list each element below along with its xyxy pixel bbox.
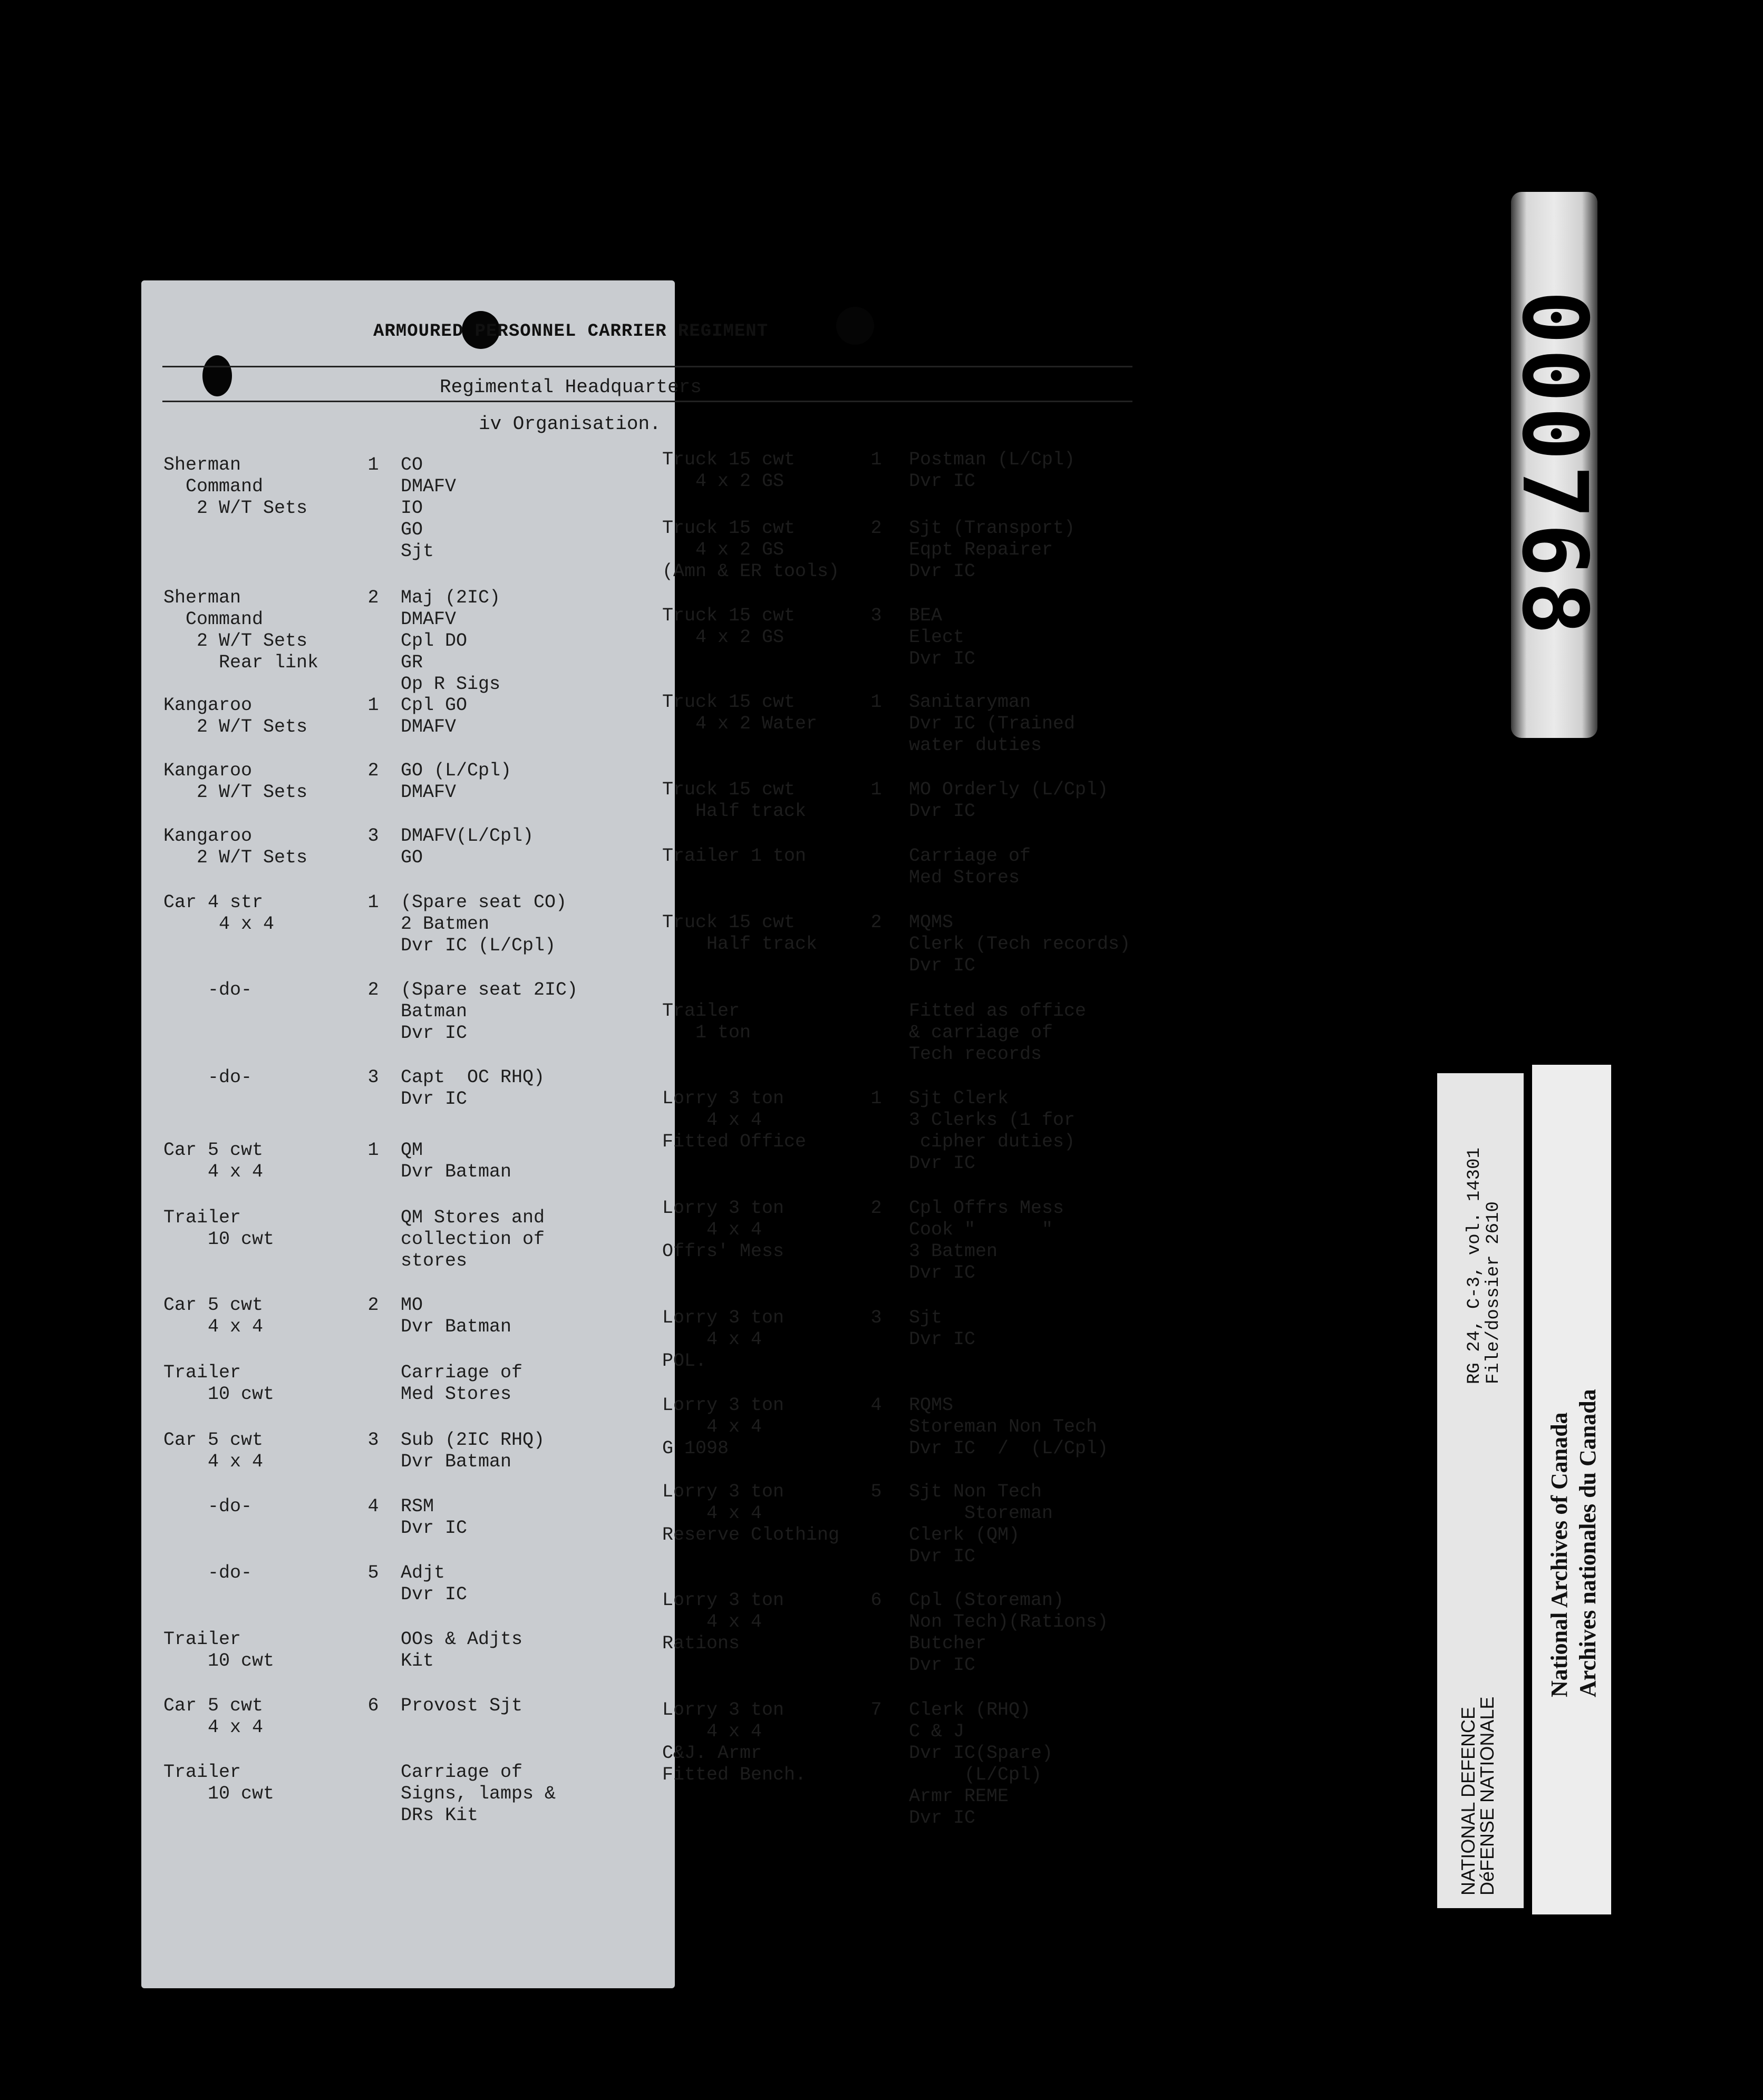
vehicle-description [163,1629,353,1672]
vehicle-line: 4 x 2 Water [662,713,818,734]
crew-line: Storeman Non Tech [909,1416,1098,1437]
crew-line: MO [401,1295,423,1316]
archives-name-fr: Archives nationales du Canada [1575,1389,1601,1697]
vehicle-description [662,1198,852,1262]
vehicle-number: 2 [870,518,882,539]
vehicle-description [163,825,353,869]
title-rule-top [162,366,1132,367]
vehicle-line: 4 x 4 [163,1161,264,1182]
crew-line: Dvr IC [909,561,976,582]
crew-line: Dvr IC [909,801,976,822]
vehicle-line: 10 cwt [163,1384,275,1405]
vehicle-line: POL. [662,1350,707,1372]
vehicle-description [662,845,852,867]
vehicle-line: 4 x 4 [662,1329,762,1350]
crew-line: Dvr IC [401,1518,468,1539]
vehicle-number: 1 [870,692,882,713]
vehicle-number: 2 [367,587,379,608]
vehicle-description [163,979,353,1001]
vehicle-number: 1 [367,454,379,475]
crew-list [401,1562,675,1606]
crew-line: QM Stores and [401,1207,545,1228]
vehicle-number: 2 [367,979,379,1000]
vehicle-line: Trailer [163,1762,241,1783]
crew-line: Dvr IC [909,1546,976,1567]
vehicle-line: Truck 15 cwt [662,779,796,800]
vehicle-line: 4 x 4 [662,1416,762,1437]
crew-line: Med Stores [401,1384,512,1405]
microfilm-frame-strip [1502,192,1606,738]
crew-line: C & J [909,1721,965,1742]
crew-line: Med Stores [909,867,1020,888]
crew-list [909,605,1183,670]
vehicle-line: Truck 15 cwt [662,605,796,626]
crew-line: Postman (L/Cpl) [909,449,1076,470]
title-rule-bottom [162,401,1132,402]
crew-line: DMAFV [401,782,457,803]
vehicle-description [662,1395,852,1460]
crew-line: RSM [401,1496,434,1517]
crew-line: Dvr IC [909,1153,976,1174]
vehicle-line: Kangaroo [163,825,253,847]
vehicle-line: Rations [662,1633,740,1654]
vehicle-line: Lorry 3 ton [662,1307,784,1328]
crew-line: MO Orderly (L/Cpl) [909,779,1109,800]
crew-list [909,1590,1183,1676]
crew-line: DMAFV [401,476,457,497]
vehicle-line: Reserve Clothing [662,1524,840,1545]
vehicle-description [662,1088,852,1153]
vehicle-line: Trailer [662,1000,740,1022]
crew-list [401,1695,675,1717]
vehicle-number: 2 [367,1295,379,1316]
crew-line: Op R Sigs [401,674,501,695]
crew-line: Clerk (QM) [909,1524,1020,1545]
vehicle-line: 4 x 2 GS [662,471,784,492]
crew-line: Dvr Batman [401,1451,512,1472]
vehicle-description [163,587,353,674]
vehicle-number: 3 [367,825,379,847]
crew-list [909,1198,1183,1284]
crew-line: Carriage of [401,1762,523,1783]
vehicle-line: -do- [163,1067,253,1088]
vehicle-line: Car 5 cwt [163,1295,264,1316]
vehicle-number: 6 [870,1590,882,1611]
vehicle-description [163,1140,353,1183]
vehicle-description [662,692,852,735]
vehicle-line: Sherman [163,587,241,608]
crew-list [401,695,675,738]
dept-en: NATIONAL DEFENCE [1457,1706,1479,1895]
crew-line: Sjt [909,1307,943,1328]
vehicle-line: Kangaroo [163,695,253,716]
crew-line: Armr REME [909,1786,1009,1807]
crew-list [909,518,1183,582]
vehicle-line: Lorry 3 ton [662,1481,784,1502]
vehicle-number: 2 [367,760,379,781]
vehicle-number: 1 [367,892,379,913]
vehicle-line: Car 4 str [163,892,264,913]
vehicle-number: 1 [367,695,379,716]
crew-list [401,1430,675,1473]
crew-list [909,779,1183,822]
punch-hole-margin [202,355,232,396]
vehicle-number: 5 [870,1481,882,1502]
vehicle-line: Half track [662,934,818,955]
vehicle-line: Fitted Office [662,1131,807,1152]
crew-line: Dvr IC [909,1262,976,1284]
crew-line: Sjt Non Tech [909,1481,1042,1502]
vehicle-description [163,1496,353,1518]
crew-line: Butcher [909,1633,987,1654]
crew-line: (Spare seat 2IC) [401,979,578,1000]
crew-line: Carriage of [401,1362,523,1383]
vehicle-line: Truck 15 cwt [662,518,796,539]
crew-line: Batman [401,1001,468,1022]
vehicle-line: -do- [163,979,253,1000]
vehicle-number: 5 [367,1562,379,1583]
vehicle-line: (Amn & ER tools) [662,561,840,582]
crew-line: DMAFV [401,716,457,737]
crew-line: Kit [401,1650,434,1671]
vehicle-number: 1 [870,1088,882,1109]
vehicle-line: 10 cwt [163,1783,275,1804]
crew-line: DRs Kit [401,1805,479,1826]
vehicle-line: Command [163,609,264,630]
vehicle-description [163,1207,353,1250]
crew-line: Dvr IC(Spare) [909,1743,1053,1764]
crew-list [401,454,675,562]
vehicle-line: Lorry 3 ton [662,1198,784,1219]
vehicle-line: Kangaroo [163,760,253,781]
section-heading: iv Organisation. [479,413,661,435]
crew-line: collection of [401,1229,545,1250]
crew-line: MQMS [909,912,954,933]
vehicle-number: 3 [367,1430,379,1451]
crew-line: Non Tech)(Rations) [909,1611,1109,1632]
crew-line: 3 Clerks (1 for [909,1110,1076,1131]
reference-file: File/dossier 2610 [1484,1201,1504,1384]
crew-line: DMAFV(L/Cpl) [401,825,534,847]
vehicle-description [662,605,852,648]
crew-line: Capt OC RHQ) [401,1067,545,1088]
crew-line: Fitted as office [909,1000,1087,1022]
vehicle-line: 4 x 2 GS [662,627,784,648]
vehicle-line: Fitted Bench. [662,1764,807,1785]
crew-list [401,1629,675,1672]
crew-line: Storeman [909,1503,1053,1524]
vehicle-line: Trailer [163,1629,241,1650]
vehicle-line: Command [163,476,264,497]
document-page [141,280,1131,1988]
vehicle-line: 4 x 4 [662,1110,762,1131]
crew-list [909,449,1183,492]
vehicle-line: -do- [163,1496,253,1517]
vehicle-description [662,779,852,822]
vehicle-description [662,1590,852,1655]
crew-line: Dvr IC [401,1023,468,1044]
crew-list [909,1000,1183,1065]
vehicle-line: 4 x 4 [163,1451,264,1472]
vehicle-line: 2 W/T Sets [163,782,308,803]
crew-line: Dvr IC (Trained [909,713,1076,734]
crew-list [401,1140,675,1183]
crew-line: Eqpt Repairer [909,539,1053,560]
crew-line: Dvr IC [909,648,976,669]
archives-label [1532,1065,1611,1914]
crew-line: Dvr Batman [401,1316,512,1337]
crew-line: Provost Sjt [401,1695,523,1716]
crew-list [401,1067,675,1110]
document-title: ARMOURED PERSONNEL CARRIER REGIMENT [373,322,769,342]
vehicle-line: 4 x 4 [662,1721,762,1742]
vehicle-line: 4 x 4 [662,1611,762,1632]
vehicle-line: 1 ton [662,1022,751,1043]
crew-line: Clerk (RHQ) [909,1699,1031,1720]
crew-line: Dvr IC [909,471,976,492]
crew-line: 2 Batmen [401,913,490,935]
vehicle-line: 4 x 2 GS [662,539,784,560]
vehicle-description [163,1695,353,1738]
vehicle-number: 6 [367,1695,379,1716]
crew-list [401,979,675,1044]
vehicle-line: Half track [662,801,807,822]
crew-line: Dvr IC [401,1584,468,1605]
vehicle-description [163,1067,353,1088]
vehicle-line: 10 cwt [163,1229,275,1250]
vehicle-line: 4 x 4 [662,1219,762,1240]
vehicle-description [163,1430,353,1473]
crew-line: & carriage of [909,1022,1053,1043]
vehicle-line: 10 cwt [163,1650,275,1671]
crew-line: cipher duties) [909,1131,1076,1152]
vehicle-line: Car 5 cwt [163,1140,264,1161]
frame-number: 000768 [1502,290,1606,640]
vehicle-description [662,912,852,955]
crew-line: Sjt [401,541,434,562]
crew-line: Maj (2IC) [401,587,501,608]
vehicle-number: 3 [367,1067,379,1088]
vehicle-line: 4 x 4 [163,913,275,935]
crew-list [909,1088,1183,1174]
vehicle-description [163,1362,353,1405]
vehicle-line: Trailer [163,1207,241,1228]
crew-line: GO [401,519,423,540]
vehicle-line: Truck 15 cwt [662,449,796,470]
dept-fr: DéFENSE NATIONALE [1476,1696,1498,1895]
crew-list [401,587,675,695]
vehicle-description [662,1000,852,1044]
crew-line: Sjt Clerk [909,1088,1009,1109]
crew-list [401,1207,675,1272]
crew-line: Sub (2IC RHQ) [401,1430,545,1451]
crew-list [909,1481,1183,1568]
vehicle-description [163,1762,353,1805]
crew-line: Cpl Offrs Mess [909,1198,1064,1219]
vehicle-line: Sherman [163,454,241,475]
crew-line: Elect [909,627,965,648]
document-subtitle: Regimental Headquarters [440,376,702,398]
archive-reference-label [1437,1073,1524,1908]
crew-line: 3 Batmen [909,1241,998,1262]
vehicle-number: 2 [870,912,882,933]
vehicle-number: 1 [870,449,882,470]
crew-line: Dvr IC (L/Cpl) [401,935,556,956]
vehicle-number: 2 [870,1198,882,1219]
crew-list [401,1362,675,1405]
crew-line: Adjt [401,1562,445,1583]
crew-line: GO [401,847,423,868]
vehicle-description [163,1295,353,1338]
crew-line: Cpl GO [401,695,468,716]
crew-line: Sjt (Transport) [909,518,1076,539]
archives-name-en: National Archives of Canada [1546,1412,1572,1697]
vehicle-number: 4 [870,1395,882,1416]
vehicle-number: 7 [870,1699,882,1720]
vehicle-line: 2 W/T Sets [163,847,308,868]
vehicle-line: 2 W/T Sets [163,630,308,652]
vehicle-line: 2 W/T Sets [163,716,308,737]
crew-line: Sanitaryman [909,692,1031,713]
crew-line: Cpl DO [401,630,468,652]
vehicle-line: Offrs' Mess [662,1241,784,1262]
crew-line: Dvr IC [909,1807,976,1829]
crew-line: water duties [909,735,1042,756]
vehicle-line: 4 x 4 [163,1717,264,1738]
vehicle-description [163,760,353,803]
reference-volume: RG 24, C-3, vol. 14301 [1465,1148,1485,1384]
crew-list [909,1307,1183,1350]
crew-list [909,845,1183,889]
crew-line: BEA [909,605,943,626]
crew-list [401,1762,675,1826]
crew-line: GR [401,652,423,673]
crew-line: stores [401,1250,468,1271]
vehicle-description [662,1307,852,1372]
crew-list [909,912,1183,977]
vehicle-description [662,449,852,492]
crew-list [401,760,675,803]
vehicle-line: G 1098 [662,1438,729,1459]
crew-list [401,1496,675,1539]
crew-line: (L/Cpl) [909,1764,1042,1785]
crew-line: Dvr IC [401,1088,468,1110]
vehicle-line: Car 5 cwt [163,1695,264,1716]
crew-line: Dvr Batman [401,1161,512,1182]
vehicle-number: 4 [367,1496,379,1517]
crew-line: Tech records [909,1044,1042,1065]
vehicle-line: C&J. Armr [662,1743,762,1764]
vehicle-line: 4 x 4 [662,1503,762,1524]
vehicle-description [163,454,353,519]
vehicle-description [163,695,353,738]
crew-list [401,892,675,957]
crew-line: Cook " " [909,1219,1053,1240]
vehicle-line: Lorry 3 ton [662,1395,784,1416]
crew-line: DMAFV [401,609,457,630]
vehicle-description [662,1699,852,1786]
vehicle-line: Lorry 3 ton [662,1699,784,1720]
crew-line: Dvr IC [909,1655,976,1676]
crew-line: IO [401,498,423,519]
crew-line: QM [401,1140,423,1161]
crew-list [401,1295,675,1338]
vehicle-line: 4 x 4 [163,1316,264,1337]
vehicle-number: 1 [367,1140,379,1161]
vehicle-line: Lorry 3 ton [662,1590,784,1611]
vehicle-number: 3 [870,1307,882,1328]
crew-line: Clerk (Tech records) [909,934,1131,955]
vehicle-number: 1 [870,779,882,800]
vehicle-description [163,1562,353,1584]
crew-line: Cpl (Storeman) [909,1590,1064,1611]
vehicle-line: 2 W/T Sets [163,498,308,519]
vehicle-line: Truck 15 cwt [662,912,796,933]
crew-line: Dvr IC [909,955,976,976]
vehicle-line: Car 5 cwt [163,1430,264,1451]
crew-list [401,825,675,869]
crew-line: CO [401,454,423,475]
vehicle-description [163,892,353,935]
vehicle-line: -do- [163,1562,253,1583]
crew-line: Carriage of [909,845,1031,867]
crew-line: OOs & Adjts [401,1629,523,1650]
crew-list [909,692,1183,756]
vehicle-number: 3 [870,605,882,626]
vehicle-description [662,1481,852,1546]
crew-line: (Spare seat CO) [401,892,567,913]
vehicle-line: Lorry 3 ton [662,1088,784,1109]
vehicle-line: Truck 15 cwt [662,692,796,713]
crew-line: Dvr IC [909,1329,976,1350]
vehicle-description [662,518,852,582]
crew-list [909,1699,1183,1829]
crew-line: Signs, lamps & [401,1783,556,1804]
crew-list [909,1395,1183,1460]
crew-line: Dvr IC / (L/Cpl) [909,1438,1109,1459]
vehicle-line: Trailer 1 ton [662,845,807,867]
crew-line: RQMS [909,1395,954,1416]
crew-line: GO (L/Cpl) [401,760,512,781]
vehicle-line: Rear link [163,652,319,673]
vehicle-line: Trailer [163,1362,241,1383]
